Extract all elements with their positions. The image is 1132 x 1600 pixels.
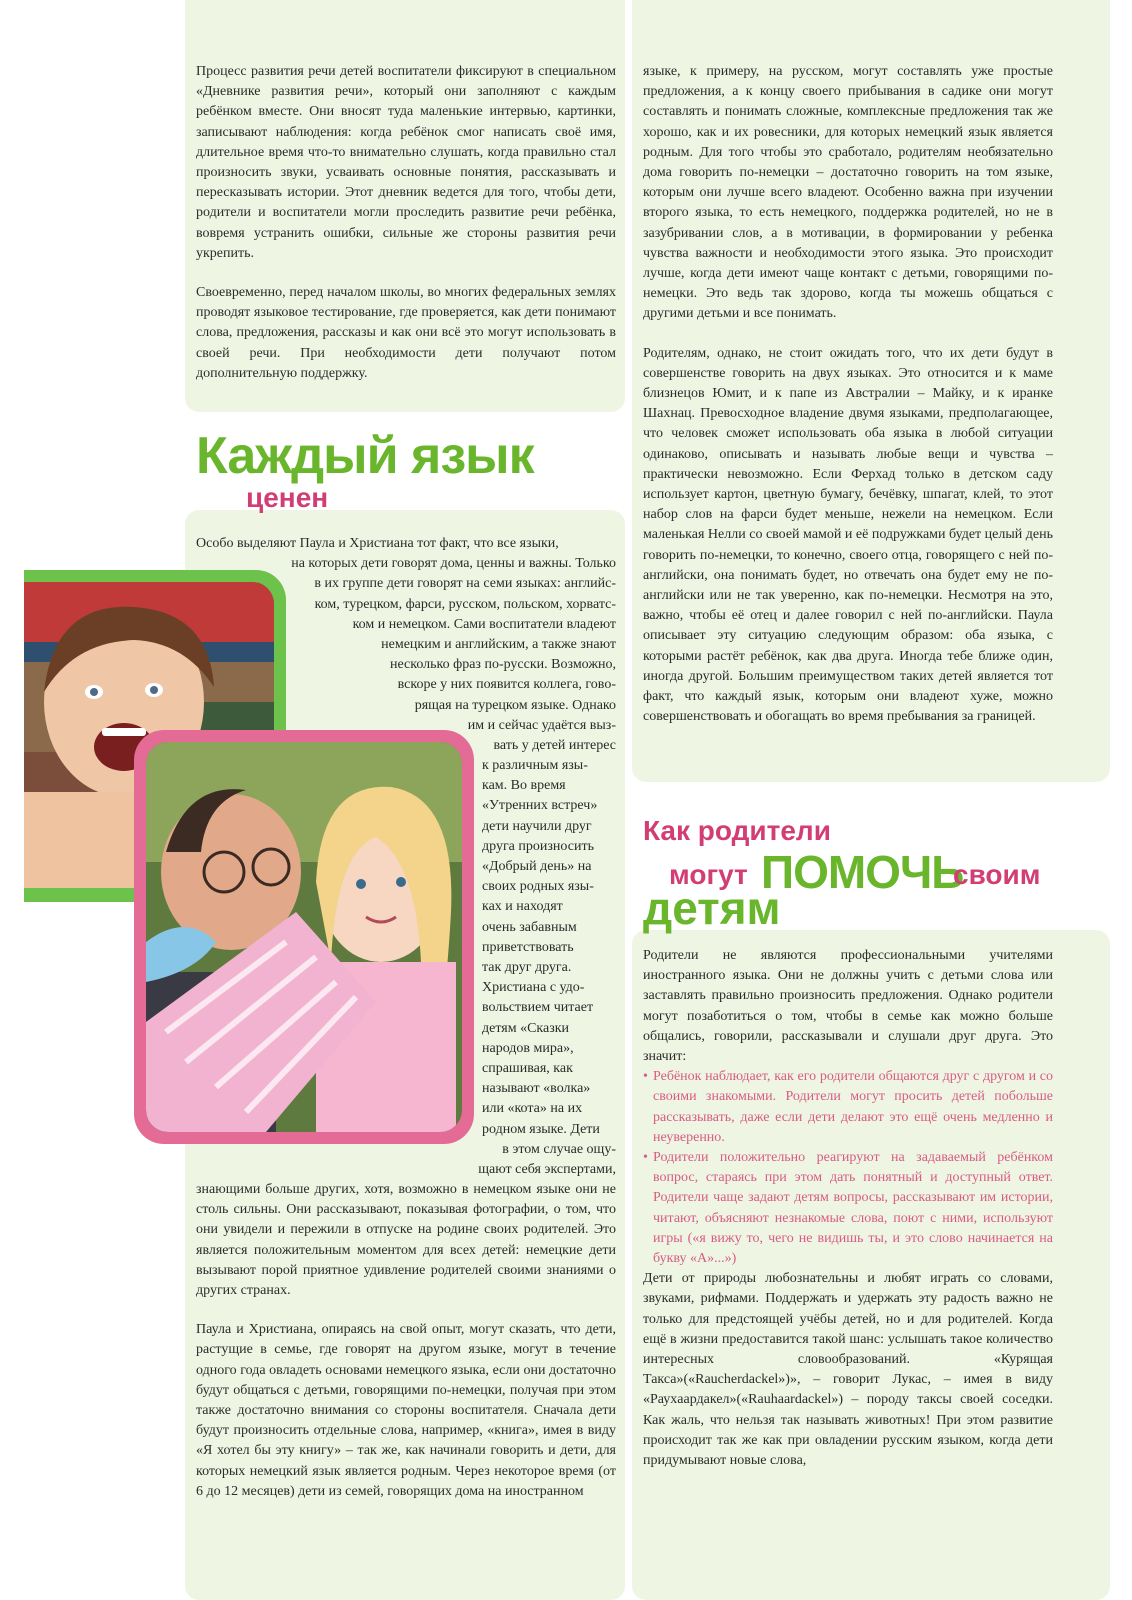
wrap-line: народов мира», [482,1040,574,1056]
left-bottom-para-1: знающими больше других, хотя, возможно в немецком языке они не столь сильны. Они рассказывают, показывая фотографии, о том, что они увидели и пережили в отпуске на родине своих родителей. Это является положительным моментом для всех детей: немецкие дети вызывают порой приятное удивление родителей своими знаниями о других странах. [196,1182,616,1299]
wrap-line: рящая на турецком языке. Однако [414,697,616,713]
wrap-text-narrow [482,756,622,1140]
wrap-line: ках и находят [482,899,563,915]
wrap-line: ком, турецком, фарси, русском, польском, хорватс- [314,596,616,612]
wrap-line: Христиана с удо- [482,980,585,996]
wrap-line: или «кота» на их [482,1101,583,1117]
wrap-line: к различным язы- [482,758,588,773]
wrap-line: в их группе дети говорят на семи языках: английс- [314,576,616,592]
right-column-bottom-text [643,946,1053,1471]
right-para-1: языке, к примеру, на русском, могут составлять уже простые предложения, а к концу своего прибывания в садике они могут составлять и понимать сложные, комплексные предложения так же хорошо, как и их ровесники, для которых немецкий язык является родным. Для того чтобы это сработало, родителям необязательно дома говорить по-немецки – достаточно говорить на том языке, которым они лучше всего владеют. Особенно важна при изучении второго языка, то есть немецкого, поддержка родителей, но не в зазубривании слов, а в мотивации, в формировании у ребенка чувства важности и необходимости этого языка. Это происходит лучше, когда дети имеют чаще контакт с детьми, говорящими по-немецки. Это ведь так здорово, когда ты можешь общаться с другими детьми и все понимать. [643,64,1053,322]
wrap-line: друга произносить [482,838,594,854]
wrap-line: кам. Во время [482,778,566,794]
wrap-line: щают себя экспертами, [478,1162,616,1178]
wrap-line: на которых дети говорят дома, ценны и важны. Только [291,556,616,572]
tips-list [643,1067,1053,1269]
heading-parents-w3: ПОМОЧЬ [761,846,964,898]
wrap-line: так друг друга. [482,960,572,976]
wrap-line: своих родных язы- [482,879,594,895]
wrap-line: детям «Сказки [482,1020,570,1036]
heading-every-language-line2: ценен [246,482,329,513]
man-and-girl-illustration [146,742,462,1132]
wrap-text-block [196,534,616,756]
heading-every-language [196,428,534,484]
heading-every-language-sub [246,483,328,513]
wrap-line: «Добрый день» на [482,859,592,875]
heading-parents-w4: своим [953,859,1041,890]
wrap-line: в этом случае ощу- [502,1142,616,1157]
wrap-line: приветствовать [482,939,574,955]
left-para-1: Процесс развития речи детей воспитатели фиксируют в специальном «Дневнике развития речи», который они заполняют с каждым ребёнком вместе. Они вносят туда маленькие интервью, картинки, записывают наблюдения: когда ребёнок смог написать своё имя, длительное время что-то внимательно слушать, когда правильно стал произносить звуки, усваивать основные понятия, рассказывать и пересказывать истории. Этот дневник ведется для того, чтобы дети, родители и воспитатели могли проследить развитие речи ребёнка, вовремя устранить ошибки, сильные же стороны развития речи укрепить. [196,64,616,261]
wrap-line: ком и немецком. Сами воспитатели владеют [352,616,616,632]
left-column-top-text [196,62,616,403]
right-column-top-text [643,62,1053,747]
wrap-line: вольствием читает [482,1000,594,1016]
wrap-line: называют «волка» [482,1081,591,1097]
heading-parents [643,815,1083,934]
left-bottom-para-2: Паула и Христиана, опираясь на свой опыт, могут сказать, что дети, растущие в семье, где говорят на другом языке, могут в течение одного года овладеть основами немецкого языка, если они достаточно будут общаться с детьми, говорящими по-немецки, получая при этом также достаточно внимания со стороны воспитателя. Сначала дети будут произносить отдельные слова, например, «книга», имея в виду «Я хотел бы эту книгу» – так же, как начинали говорить и дети, для которых немецкий язык является родным. Через некоторое время (от 6 до 12 месяцев) дети из семей, говорящих дома на иностранном [196,1322,616,1499]
right-bottom-intro: Родители не являются профессиональными учителями иностранного языка. Они не должны учить с детьми слова или заставлять правильно произносить предложения. Однако родители могут позаботиться о том, чтобы в семье как можно больше общались, говорили, рассказывали и слушали друг друга. Это значит: [643,948,1053,1065]
left-column-bottom-text [196,1180,616,1521]
heading-parents-w1: Как родители [643,815,831,846]
photo-man-and-girl [146,742,462,1132]
tip-item-2: • Родители положительно реагируют на задаваемый ребёнком вопрос, стараясь при этом дать понятный и доступный ответ. Родители чаще задают детям вопросы, рассказывают им истории, читают, объясняют незнакомые слова, поют с ними, используют игры («я вижу то, чего не видишь ты, и это слово начинается на букву «А»...») [643,1148,1053,1269]
wrap-line: очень забавным [482,919,577,935]
wrap-text-transition [196,1140,616,1180]
wrap-line: несколько фраз по-русски. Возможно, [390,657,616,673]
wrap-line: спрашивая, как [482,1061,573,1077]
wrap-line: вать у детей интерес [493,738,616,754]
wrap-line: Особо выделяют Паула и Христиана тот факт, что все языки, [196,536,559,551]
wrap-line: «Утренних встреч» [482,798,598,814]
heading-every-language-line1: Каждый язык [196,427,534,485]
left-para-2: Своевременно, перед началом школы, во многих федеральных землях проводят языковое тестирование, где проверяется, как дети понимают слова, предложения, рассказы и как они всё это могут использовать в своей речи. При необходимости дети получают потом дополнительную поддержку. [196,285,616,381]
wrap-line: родном языке. Дети [482,1121,600,1137]
wrap-line: дети научили друг [482,818,592,834]
wrap-line: вскоре у них появится коллега, гово- [397,677,616,693]
wrap-line: им и сейчас удаётся выз- [467,717,616,733]
wrap-line: немецким и английским, а также знают [381,637,616,653]
heading-parents-w5: детям [643,882,781,934]
heading-parents-w2: могут [669,859,748,890]
right-para-2: Родителям, однако, не стоит ожидать того, что их дети будут в совершенстве говорить на двух языках. Это относится и к маме близнецов Юмит, и к папе из Австралии – Майку, и к иранке Шахнац. Превосходное владение двумя языками, предполагающее, что человек сможет использовать оба языка в любой ситуации одинаково, описывать и называть любые вещи и чувства – практически невозможно. Если Ферхад только в детском саду использует картон, цветную бумагу, бечёвку, шпагат, клей, то этот набор слов на фарси будет меньше, нежели на немецком. Если маленькая Нелли со своей мамой и её подружками будет целый день говорить по-немецки, то конечно, своего отца, говорящего с ней по-английски, она понимать будет, но отвечать она будет ему не по-английски или не так уверенно, как по-немецки. Несмотря на это, важно, чтобы её отец и далее говорил с ней по-английски. Паула описывает эту ситуацию следующим образом: оба языка, с которыми растёт ребёнок, как два друга. Иногда тебе ближе один, иногда другой. Большим преимуществом таких детей является тот факт, что каждый язык, которым они владеют хуже, можно совершенствовать и обогащать во время пребывания за границей. [643,345,1053,725]
right-bottom-outro: Дети от природы любознательны и любят играть со словами, звуками, рифмами. Поддержать и удержать эту радость важно не только для предстоящей учёбы детей, но и для родителей. Когда ещё в жизни предоставится такой шанс: услышать такое количество интересных словообразований. «Курящая Такса»(«Raucherdackel»)», – говорит Лукас, – имея в виду «Рауxаардакел»(«Rauhaardackel») – породу таксы своей соседки. Как жаль, что нельзя так называть животных! При этом развитие происходит так же как при овладении русским языком, когда дети придумывают новые слова, [643,1271,1053,1469]
tip-item-1: • Ребёнок наблюдает, как его родители общаются друг с другом и со своими знакомыми. Родители могут просить детей побольше рассказывать, даже если дети делают это ещё очень медленно и неуверенно. [643,1067,1053,1148]
